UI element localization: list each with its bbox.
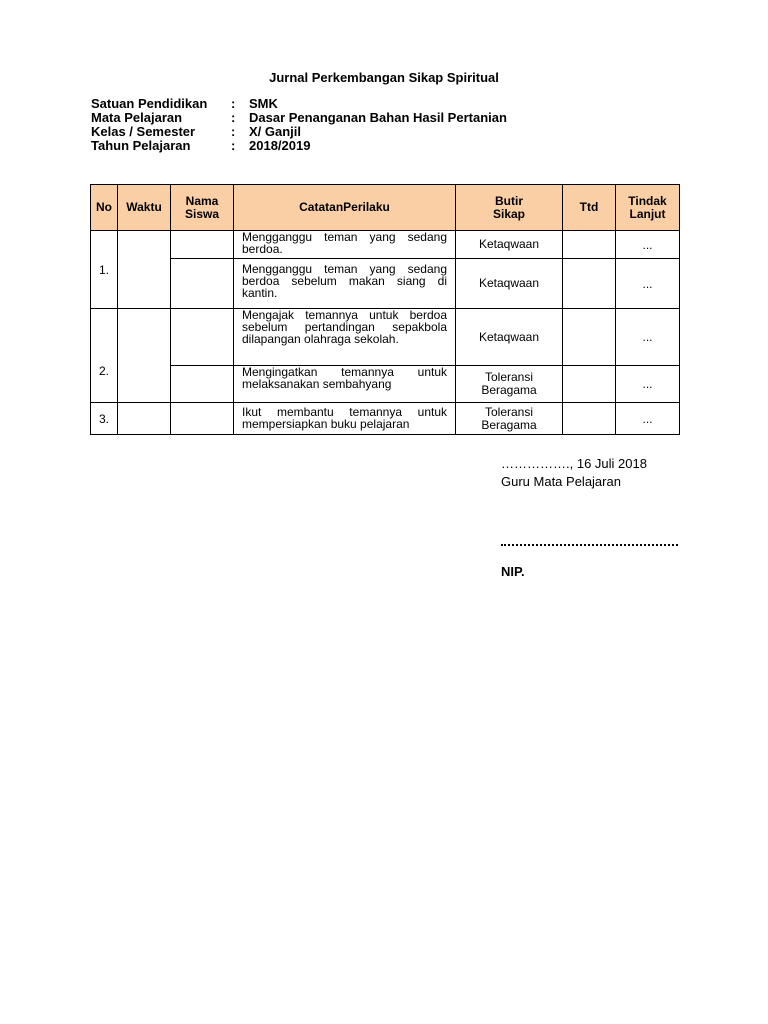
table-row [91, 231, 680, 259]
header-waktu: Waktu [118, 185, 171, 231]
header-catatan: CatatanPerilaku [234, 185, 456, 231]
meta-row-mapel [91, 111, 507, 125]
tindak-cell: ... [616, 259, 680, 309]
ttd-cell [563, 309, 616, 366]
butir-cell [456, 366, 563, 403]
meta-separator: : [231, 138, 236, 153]
butir-line-2: Beragama [481, 417, 537, 432]
tindak-cell: ... [616, 403, 680, 435]
catatan-cell: Mengingatkan temannya untuk melaksanakan sembahyang [234, 366, 456, 403]
meta-value: 2018/2019 [249, 138, 311, 153]
nama-cell [171, 309, 234, 366]
header-tindak-lanjut [616, 185, 680, 231]
row-number: 2. [91, 309, 118, 403]
header-ttd: Ttd [563, 185, 616, 231]
meta-row-satuan [91, 97, 507, 111]
waktu-cell [118, 231, 171, 309]
waktu-cell [118, 403, 171, 435]
identity-block [91, 97, 507, 153]
row-number: 3. [91, 403, 118, 435]
meta-separator: : [231, 124, 236, 139]
meta-value: SMK [249, 96, 278, 111]
catatan-cell: Mengajak temannya untuk berdoa sebelum pertandingan sepakbola dilapangan olahraga sekolah. [234, 309, 456, 366]
nama-cell [171, 366, 234, 403]
meta-label: Satuan Pendidikan [91, 96, 208, 111]
butir-cell: Ketaqwaan [456, 309, 563, 366]
butir-cell [456, 403, 563, 435]
butir-line-2: Beragama [481, 383, 537, 397]
signature-date: ……………., 16 Juli 2018 [501, 456, 647, 471]
header-butir-line-2: Sikap [492, 206, 525, 221]
meta-row-kelas [91, 125, 507, 139]
signature-role: Guru Mata Pelajaran [501, 474, 621, 489]
waktu-cell [118, 309, 171, 403]
header-tindak-line-1: Tindak [628, 193, 667, 208]
nama-cell [171, 231, 234, 259]
butir-line-1: Toleransi [484, 370, 534, 384]
catatan-cell: Mengganggu teman yang sedang berdoa sebelum makan siang di kantin. [234, 259, 456, 309]
table-row [91, 309, 680, 366]
meta-value: Dasar Penanganan Bahan Hasil Pertanian [249, 110, 507, 125]
header-butir-line-1: Butir [495, 193, 523, 208]
catatan-cell: Ikut membantu temannya untuk mempersiapkan buku pelajaran [234, 403, 456, 435]
journal-table [90, 184, 680, 435]
nama-cell [171, 259, 234, 309]
table-row [91, 403, 680, 435]
table-row [91, 259, 680, 309]
header-tindak-line-2: Lanjut [629, 206, 666, 221]
tindak-cell: ... [616, 366, 680, 403]
header-no: No [91, 185, 118, 231]
ttd-cell [563, 366, 616, 403]
meta-row-tahun [91, 139, 507, 153]
ttd-cell [563, 231, 616, 259]
nama-cell [171, 403, 234, 435]
row-number: 1. [91, 231, 118, 309]
meta-label: Kelas / Semester [91, 124, 196, 139]
meta-label: Tahun Pelajaran [91, 138, 191, 153]
butir-cell: Ketaqwaan [456, 259, 563, 309]
meta-separator: : [231, 96, 236, 111]
header-nama-siswa [171, 185, 234, 231]
meta-label: Mata Pelajaran [91, 110, 183, 125]
header-nama-line-2: Siswa [184, 206, 220, 221]
ttd-cell [563, 403, 616, 435]
table-row [91, 366, 680, 403]
meta-separator: : [231, 110, 236, 125]
catatan-cell: Mengganggu teman yang sedang berdoa. [234, 231, 456, 259]
header-butir-sikap [456, 185, 563, 231]
signature-nip: NIP. [501, 564, 525, 579]
ttd-cell [563, 259, 616, 309]
signature-line [501, 544, 678, 546]
table-header-row [91, 185, 680, 231]
header-nama-line-1: Nama [185, 193, 219, 208]
butir-line-1: Toleransi [484, 404, 534, 419]
document-title: Jurnal Perkembangan Sikap Spiritual [269, 70, 499, 85]
butir-cell: Ketaqwaan [456, 231, 563, 259]
tindak-cell: ... [616, 231, 680, 259]
tindak-cell: ... [616, 309, 680, 366]
meta-value: X/ Ganjil [249, 124, 302, 139]
